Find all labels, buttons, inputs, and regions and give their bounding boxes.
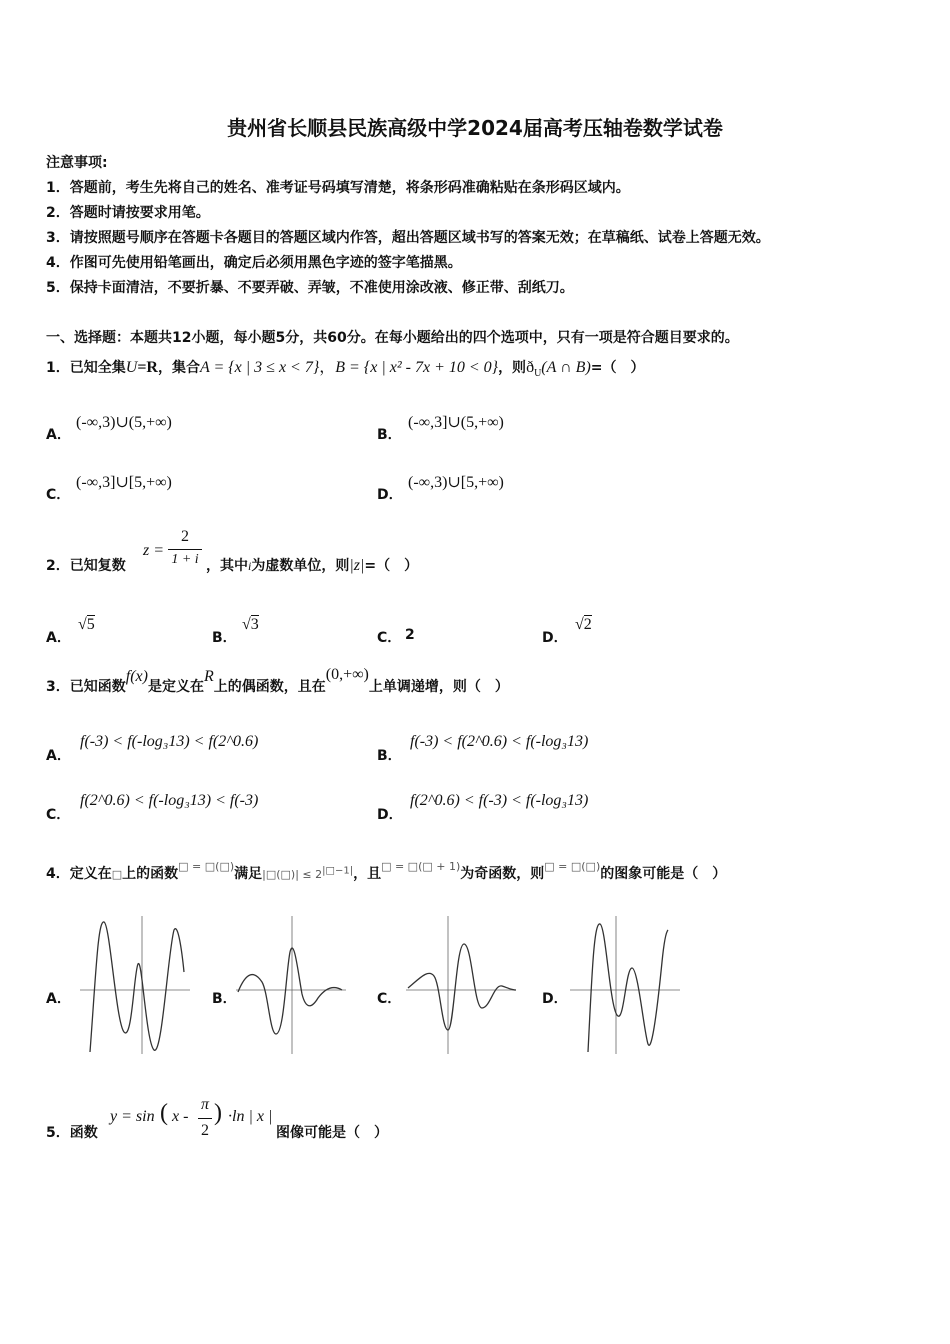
q3-option-D[interactable]: f(2^0.6) < f(-3) < f(-log₃13) (410, 792, 589, 809)
q2-option-C[interactable]: 2 (405, 627, 415, 643)
question-3 (46, 666, 509, 696)
notice-item: 5．保持卡面清洁，不要折暴、不要弄破、弄皱，不准使用涂改液、修正带、刮纸刀。 (46, 280, 574, 296)
q2-label-C: C． (377, 630, 402, 646)
q1-option-D[interactable]: (-∞,3)∪[5,+∞) (408, 474, 504, 491)
q1-option-B[interactable]: (-∞,3]∪(5,+∞) (408, 414, 504, 431)
q4-missing-expr: □ = □(□) (178, 860, 235, 873)
q4-label-A: A． (46, 991, 71, 1007)
q5-right-paren: ) (214, 1100, 222, 1126)
q3-interval: (0,+∞) (325, 666, 369, 683)
q3-option-B[interactable]: f(-3) < f(2^0.6) < f(-log₃13) (410, 733, 589, 750)
q2-option-B[interactable]: √3 (242, 616, 259, 633)
q2-option-D[interactable]: √2 (575, 616, 592, 633)
q4-missing-ineq: |□(□)| ≤ $2^{|□-1|}$ (262, 865, 354, 881)
q3-label-C: C． (46, 807, 71, 823)
q2-tail: =（ ） (364, 558, 419, 574)
q4-missing-glyph: □ (111, 868, 123, 881)
q5-two: 2 (201, 1122, 209, 1139)
q3-tail: 上单调递增，则（ ） (368, 679, 509, 695)
q5-fraction-bar (198, 1118, 212, 1119)
q1-U: U (125, 359, 138, 376)
q4-graph-C[interactable] (402, 912, 522, 1058)
q2-z: z = (143, 542, 165, 559)
q4-label-C: C． (377, 991, 402, 1007)
q1-label-C: C． (46, 487, 71, 503)
notice-heading: 注意事项: (46, 155, 108, 171)
q4-graph-A[interactable] (76, 912, 196, 1058)
q1-label-D: D． (377, 487, 403, 503)
q1-eqR: =R (137, 359, 158, 376)
q5-left-paren: ( (160, 1100, 168, 1126)
q1-then: ，则 (498, 360, 527, 376)
q2-fraction-numerator: 2 (181, 528, 189, 545)
q4-tail: 的图象可能是（ ） (600, 866, 727, 882)
page-title: 贵州省长顺县民族高级中学2024届高考压轴卷数学试卷 (227, 116, 723, 140)
q4-mid4: 为奇函数，则 (460, 866, 545, 882)
q1-prefix: 1．已知全集 (46, 360, 126, 376)
q4-missing-expr3: □ = □(□) (544, 860, 601, 873)
q1-mid: ，集合 (157, 360, 200, 376)
q5-pi: π (200, 1096, 209, 1113)
q2-label-B: B． (212, 630, 237, 646)
q2-fraction-denominator: 1 + i (171, 552, 199, 567)
q1-complement-sub: U (534, 368, 542, 380)
q3-label-B: B． (377, 748, 402, 764)
notice-item: 1．答题前，考生先将自己的姓名、准考证号码填写清楚，将条形码准确粘贴在条形码区域内。 (46, 180, 630, 196)
q3-mid2: 上的偶函数，且在 (213, 679, 326, 695)
q1-tail: =（ ） (590, 360, 645, 376)
q2-i: i (248, 559, 252, 573)
q4-label-B: B． (212, 991, 237, 1007)
q2-label-D: D． (542, 630, 568, 646)
q3-label-D: D． (377, 807, 403, 823)
q4-missing-expr2: □ = □(□ + 1) (381, 860, 461, 873)
q1-setB: B = {x | x² - 7x + 10 < 0} (335, 359, 499, 376)
section-heading: 一、选择题：本题共12小题，每小题5分，共60分。在每小题给出的四个选项中，只有一项是符合题目要求的。 (46, 330, 739, 346)
q5-expr-x: x - (172, 1108, 189, 1125)
q1-option-A[interactable]: (-∞,3)∪(5,+∞) (76, 414, 172, 431)
q3-option-A[interactable]: f(-3) < f(-log₃13) < f(2^0.6) (80, 733, 259, 750)
q3-mid: 是定义在 (147, 679, 204, 695)
q2-absz: |z| (349, 557, 365, 574)
q2-option-A[interactable]: √5 (78, 616, 95, 633)
q5-expr-ln: ·ln | x | (228, 1108, 273, 1125)
q4-label-D: D． (542, 991, 568, 1007)
question-1 (46, 354, 645, 379)
q2-mid: ，其中 (206, 558, 248, 574)
q1-label-B: B． (377, 427, 402, 443)
notice-item: 4．作图可先使用铅笔画出，确定后必须用黑色字迹的签字笔描黑。 (46, 255, 462, 271)
q3-prefix: 3．已知函数 (46, 679, 126, 695)
q3-option-C[interactable]: f(2^0.6) < f(-log₃13) < f(-3) (80, 792, 259, 809)
q1-setA: A = {x | 3 ≤ x < 7} (199, 359, 320, 376)
q4-mid: 上的函数 (122, 866, 179, 882)
q3-R: R (203, 668, 214, 685)
q5-tail: 图像可能是（ ） (276, 1125, 388, 1141)
q4-graph-D[interactable] (566, 912, 686, 1058)
q4-mid3: ，且 (353, 866, 382, 882)
q4-prefix: 4．定义在 (46, 866, 112, 882)
notice-item: 2．答题时请按要求用笔。 (46, 205, 210, 221)
q5-prefix: 5．函数 (46, 1125, 98, 1141)
q3-fx: f(x) (125, 668, 148, 685)
q1-comma: ， (319, 359, 336, 376)
notice-item: 3．请按照题号顺序在答题卡各题目的答题区域内作答，超出答题区域书写的答案无效；在草稿纸、试卷上答题无效。 (46, 230, 770, 246)
q2-prefix: 2．已知复数 (46, 558, 126, 574)
q2-fraction-bar (168, 549, 202, 550)
q2-mid2: 为虚数单位，则 (251, 558, 350, 574)
q5-expr-sin: y = sin (110, 1108, 155, 1125)
q1-label-A: A． (46, 427, 71, 443)
q3-label-A: A． (46, 748, 71, 764)
q1-expr: (A ∩ B) (541, 359, 591, 376)
q4-graph-B[interactable] (232, 912, 352, 1058)
q1-option-C[interactable]: (-∞,3]∪[5,+∞) (76, 474, 172, 491)
q4-mid2: 满足 (234, 866, 263, 882)
question-4 (46, 860, 727, 883)
q1-complement: ð (526, 359, 535, 376)
q2-label-A: A． (46, 630, 71, 646)
